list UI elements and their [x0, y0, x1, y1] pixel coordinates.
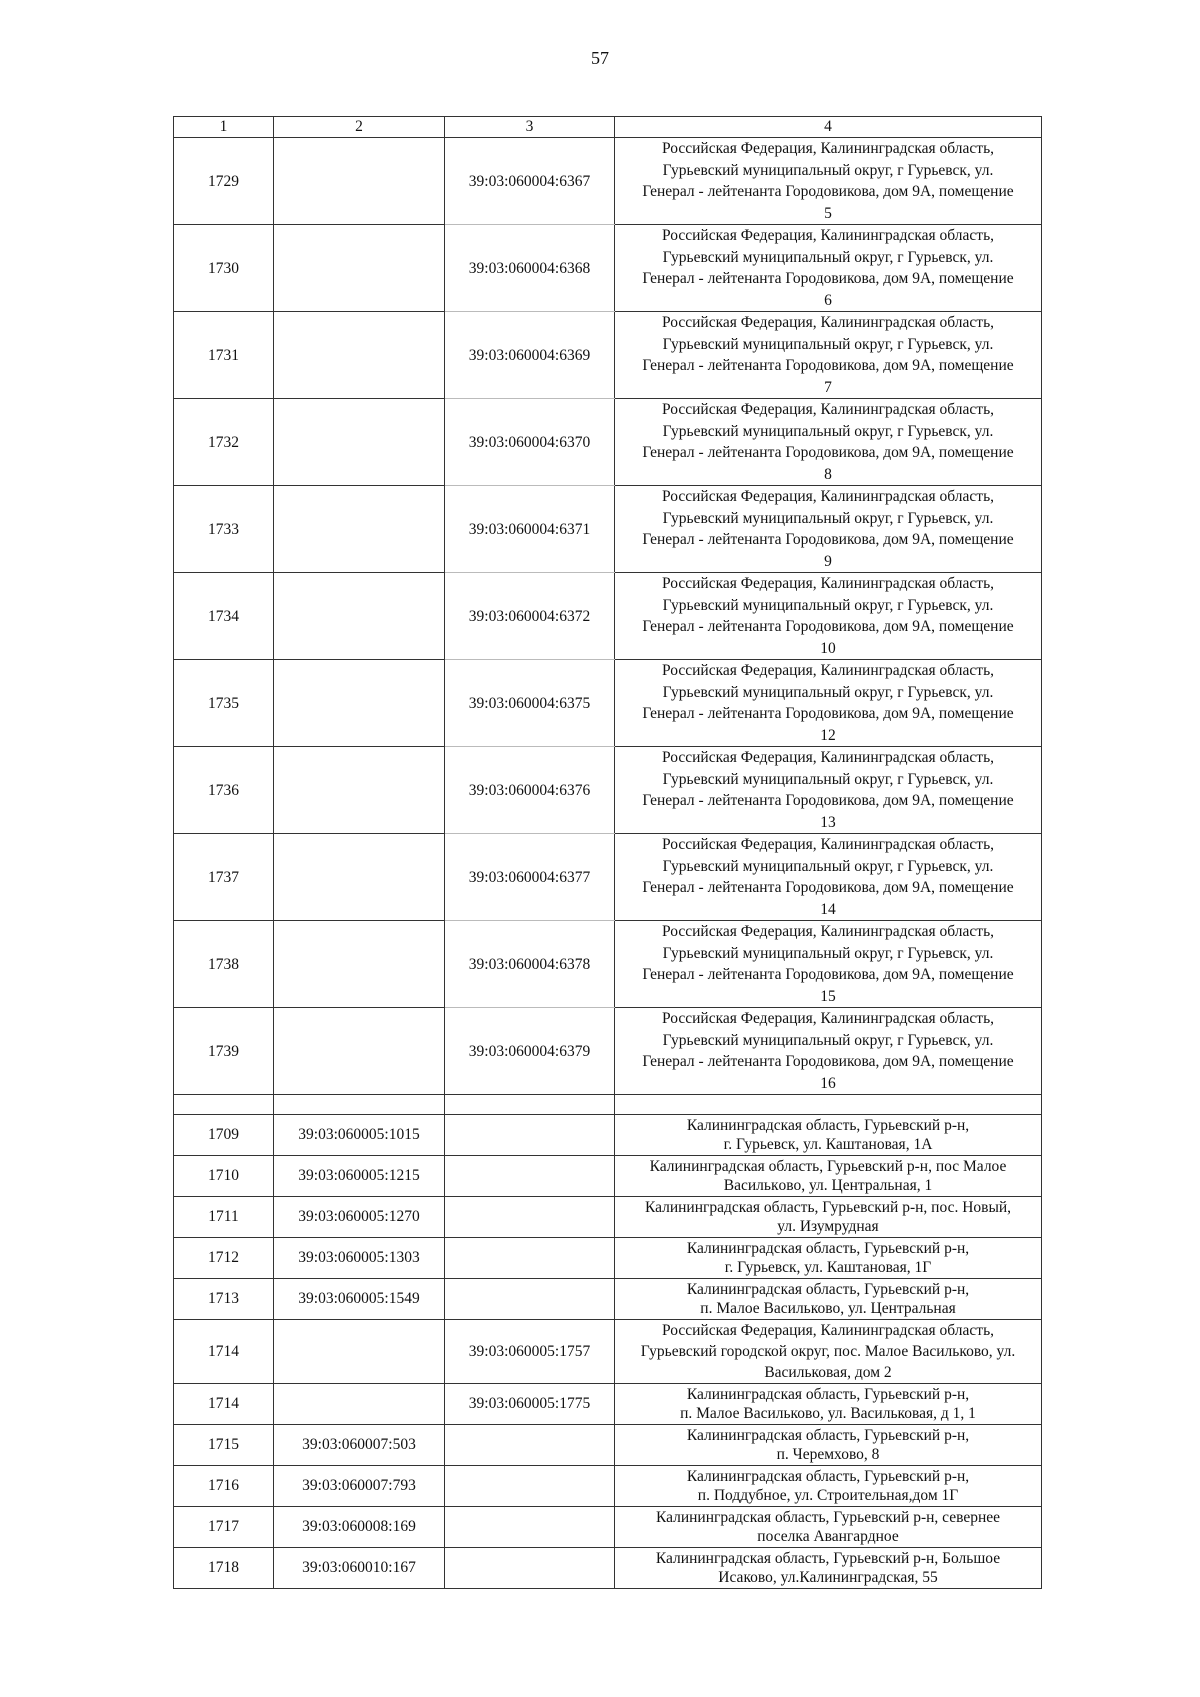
row-number-cell: 1732: [174, 399, 274, 486]
table-row: [174, 138, 1042, 225]
cadastral-number-col2-cell: [274, 486, 445, 573]
cadastral-number-col3-cell: [445, 1197, 615, 1238]
table-row: [174, 1384, 1042, 1425]
table-row: [174, 1197, 1042, 1238]
address-cell: Российская Федерация, Калининградская область, Гурьевский муниципальный округ, г Гурьевск, ул. Генерал - лейтенанта Городовикова, дом 9А, помещение 14: [615, 834, 1042, 921]
cadastral-number-col3-cell: [445, 1466, 615, 1507]
table-row: [174, 921, 1042, 1008]
table-row: [174, 1115, 1042, 1156]
cadastral-number-col2-cell: [274, 660, 445, 747]
cadastral-number-col3-cell: [445, 1425, 615, 1466]
table-row: [174, 1548, 1042, 1589]
table-row: [174, 1279, 1042, 1320]
address-cell: Калининградская область, Гурьевский р-н, п. Поддубное, ул. Строительная,дом 1Г: [615, 1466, 1042, 1507]
cadastral-number-col3-cell: 39:03:060004:6376: [445, 747, 615, 834]
header-cell-1: 1: [174, 117, 274, 138]
registry-table: [173, 116, 1042, 1589]
cadastral-number-col3-cell: 39:03:060005:1775: [445, 1384, 615, 1425]
table-row: [174, 1008, 1042, 1095]
row-number-cell: 1736: [174, 747, 274, 834]
header-cell-3: 3: [445, 117, 615, 138]
table-header-row: [174, 117, 1042, 138]
address-cell: Российская Федерация, Калининградская область, Гурьевский муниципальный округ, г Гурьевск, ул. Генерал - лейтенанта Городовикова, дом 9А, помещение 8: [615, 399, 1042, 486]
table-row: [174, 660, 1042, 747]
table-row: [174, 312, 1042, 399]
row-number-cell: 1735: [174, 660, 274, 747]
cadastral-number-col3-cell: 39:03:060005:1757: [445, 1320, 615, 1384]
address-cell: Калининградская область, Гурьевский р-н, п. Малое Васильково, ул. Васильковая, д 1, 1: [615, 1384, 1042, 1425]
page-number: 57: [591, 48, 609, 68]
table-row: [174, 486, 1042, 573]
header-cell-2: 2: [274, 117, 445, 138]
address-cell: Калининградская область, Гурьевский р-н, пос Малое Василькoво, ул. Центральная, 1: [615, 1156, 1042, 1197]
table-row: [174, 747, 1042, 834]
row-number-cell: 1714: [174, 1320, 274, 1384]
cadastral-number-col2-cell: 39:03:060007:793: [274, 1466, 445, 1507]
empty-cell: [445, 1095, 615, 1115]
cadastral-number-col3-cell: 39:03:060004:6371: [445, 486, 615, 573]
cadastral-number-col2-cell: [274, 399, 445, 486]
row-number-cell: 1718: [174, 1548, 274, 1589]
cadastral-number-col2-cell: [274, 921, 445, 1008]
row-number-cell: 1715: [174, 1425, 274, 1466]
cadastral-number-col3-cell: 39:03:060004:6375: [445, 660, 615, 747]
cadastral-number-col2-cell: 39:03:060007:503: [274, 1425, 445, 1466]
address-cell: Калининградская область, Гурьевский р-н, п. Малое Васильково, ул. Центральная: [615, 1279, 1042, 1320]
cadastral-number-col2-cell: [274, 1384, 445, 1425]
cadastral-number-col2-cell: [274, 573, 445, 660]
cadastral-number-col2-cell: [274, 834, 445, 921]
address-cell: Российская Федерация, Калининградская область, Гурьевский городской округ, пос. Малое Васильково, ул. Васильковая, дом 2: [615, 1320, 1042, 1384]
table-row: [174, 399, 1042, 486]
cadastral-number-col3-cell: [445, 1279, 615, 1320]
cadastral-number-col3-cell: [445, 1115, 615, 1156]
address-cell: Калининградская область, Гурьевский р-н, Большое Исаково, ул.Калининградская, 55: [615, 1548, 1042, 1589]
row-number-cell: 1733: [174, 486, 274, 573]
address-cell: Российская Федерация, Калининградская область, Гурьевский муниципальный округ, г Гурьевск, ул. Генерал - лейтенанта Городовикова, дом 9А, помещение 9: [615, 486, 1042, 573]
address-cell: Российская Федерация, Калининградская область, Гурьевский муниципальный округ, г Гурьевск, ул. Генерал - лейтенанта Городовикова, дом 9А, помещение 6: [615, 225, 1042, 312]
cadastral-number-col2-cell: 39:03:060010:167: [274, 1548, 445, 1589]
row-number-cell: 1712: [174, 1238, 274, 1279]
table-row: [174, 225, 1042, 312]
empty-separator-row: [174, 1095, 1042, 1115]
table-row: [174, 1507, 1042, 1548]
row-number-cell: 1716: [174, 1466, 274, 1507]
row-number-cell: 1731: [174, 312, 274, 399]
table-row: [174, 1238, 1042, 1279]
address-cell: Российская Федерация, Калининградская область, Гурьевский муниципальный округ, г Гурьевск, ул. Генерал - лейтенанта Городовикова, дом 9А, помещение 7: [615, 312, 1042, 399]
cadastral-number-col2-cell: 39:03:060005:1270: [274, 1197, 445, 1238]
table-row: [174, 1466, 1042, 1507]
row-number-cell: 1730: [174, 225, 274, 312]
cadastral-number-col3-cell: 39:03:060004:6369: [445, 312, 615, 399]
row-number-cell: 1737: [174, 834, 274, 921]
address-cell: Российская Федерация, Калининградская область, Гурьевский муниципальный округ, г Гурьевск, ул. Генерал - лейтенанта Городовикова, дом 9А, помещение 16: [615, 1008, 1042, 1095]
row-number-cell: 1711: [174, 1197, 274, 1238]
row-number-cell: 1709: [174, 1115, 274, 1156]
cadastral-number-col2-cell: [274, 312, 445, 399]
table-row: [174, 1425, 1042, 1466]
row-number-cell: 1713: [174, 1279, 274, 1320]
row-number-cell: 1729: [174, 138, 274, 225]
table-row: [174, 834, 1042, 921]
cadastral-number-col2-cell: 39:03:060005:1015: [274, 1115, 445, 1156]
row-number-cell: 1739: [174, 1008, 274, 1095]
address-cell: Российская Федерация, Калининградская область, Гурьевский муниципальный округ, г Гурьевск, ул. Генерал - лейтенанта Городовикова, дом 9А, помещение 15: [615, 921, 1042, 1008]
cadastral-number-col2-cell: 39:03:060005:1303: [274, 1238, 445, 1279]
cadastral-number-col3-cell: [445, 1507, 615, 1548]
empty-cell: [615, 1095, 1042, 1115]
cadastral-number-col2-cell: [274, 138, 445, 225]
row-number-cell: 1717: [174, 1507, 274, 1548]
cadastral-number-col3-cell: 39:03:060004:6367: [445, 138, 615, 225]
cadastral-number-col3-cell: 39:03:060004:6378: [445, 921, 615, 1008]
empty-cell: [274, 1095, 445, 1115]
cadastral-number-col2-cell: [274, 225, 445, 312]
row-number-cell: 1734: [174, 573, 274, 660]
row-number-cell: 1714: [174, 1384, 274, 1425]
address-cell: Калининградская область, Гурьевский р-н, пос. Новый, ул. Изумрудная: [615, 1197, 1042, 1238]
address-cell: Российская Федерация, Калининградская область, Гурьевский муниципальный округ, г Гурьевск, ул. Генерал - лейтенанта Городовикова, дом 9А, помещение 10: [615, 573, 1042, 660]
cadastral-number-col3-cell: [445, 1238, 615, 1279]
cadastral-number-col3-cell: 39:03:060004:6379: [445, 1008, 615, 1095]
cadastral-number-col2-cell: 39:03:060005:1215: [274, 1156, 445, 1197]
empty-cell: [174, 1095, 274, 1115]
table-row: [174, 1156, 1042, 1197]
cadastral-number-col3-cell: 39:03:060004:6368: [445, 225, 615, 312]
cadastral-number-col3-cell: 39:03:060004:6372: [445, 573, 615, 660]
address-cell: Калининградская область, Гурьевский р-н, г. Гурьевск, ул. Каштановая, 1А: [615, 1115, 1042, 1156]
cadastral-number-col3-cell: 39:03:060004:6377: [445, 834, 615, 921]
cadastral-number-col3-cell: [445, 1156, 615, 1197]
cadastral-number-col2-cell: [274, 747, 445, 834]
cadastral-number-col2-cell: 39:03:060005:1549: [274, 1279, 445, 1320]
header-cell-4: 4: [615, 117, 1042, 138]
address-cell: Российская Федерация, Калининградская область, Гурьевский муниципальный округ, г Гурьевск, ул. Генерал - лейтенанта Городовикова, дом 9А, помещение 12: [615, 660, 1042, 747]
address-cell: Российская Федерация, Калининградская область, Гурьевский муниципальный округ, г Гурьевск, ул. Генерал - лейтенанта Городовикова, дом 9А, помещение 5: [615, 138, 1042, 225]
cadastral-number-col2-cell: [274, 1320, 445, 1384]
address-cell: Калининградская область, Гурьевский р-н, г. Гурьевск, ул. Каштановая, 1Г: [615, 1238, 1042, 1279]
table-row: [174, 1320, 1042, 1384]
cadastral-number-col3-cell: 39:03:060004:6370: [445, 399, 615, 486]
cadastral-number-col2-cell: 39:03:060008:169: [274, 1507, 445, 1548]
address-cell: Калининградская область, Гурьевский р-н, п. Черемхово, 8: [615, 1425, 1042, 1466]
row-number-cell: 1710: [174, 1156, 274, 1197]
cadastral-number-col2-cell: [274, 1008, 445, 1095]
address-cell: Калининградская область, Гурьевский р-н, севернее поселка Авангардное: [615, 1507, 1042, 1548]
table-row: [174, 573, 1042, 660]
address-cell: Российская Федерация, Калининградская область, Гурьевский муниципальный округ, г Гурьевск, ул. Генерал - лейтенанта Городовикова, дом 9А, помещение 13: [615, 747, 1042, 834]
cadastral-number-col3-cell: [445, 1548, 615, 1589]
row-number-cell: 1738: [174, 921, 274, 1008]
